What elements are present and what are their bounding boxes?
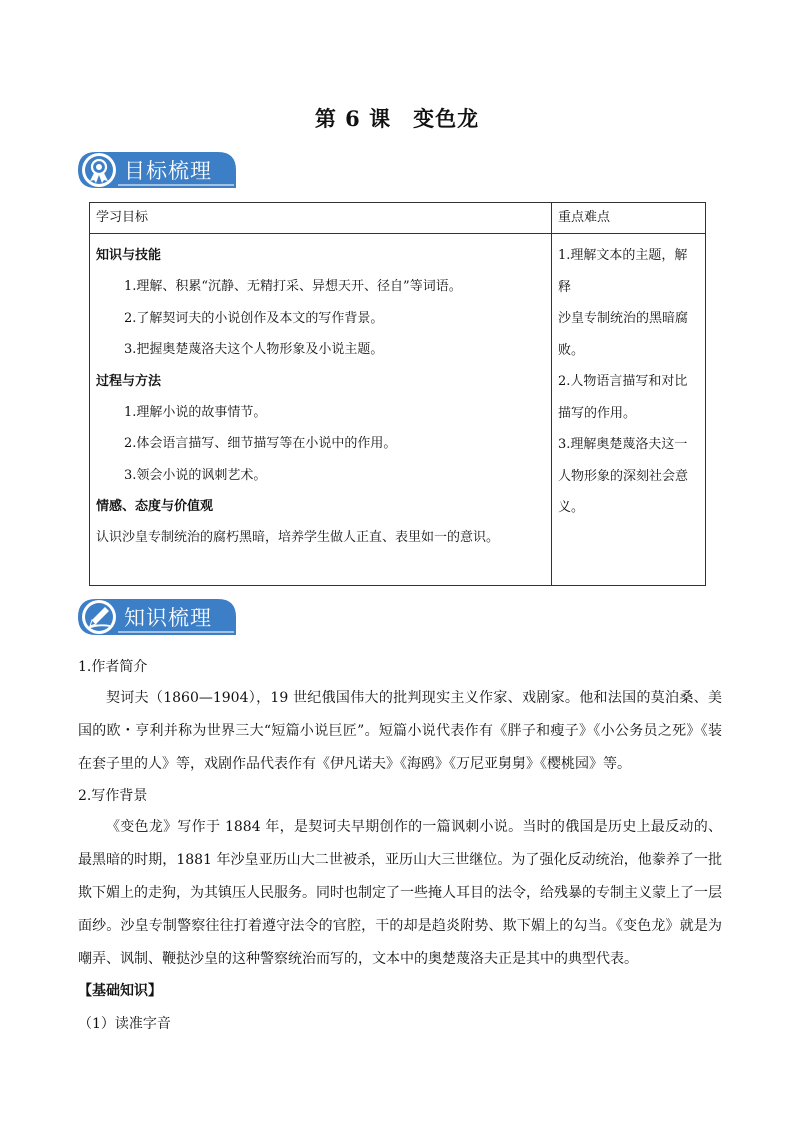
paragraph-background [78,811,722,976]
goals-cell [90,234,552,586]
goal-item: 3.领会小说的讽刺艺术。 [124,467,267,483]
paragraph-line: 里的人》等，戏剧作品代表作有《伊凡诺夫》《海鸥》《万尼亚舅舅》《樱桃园》等。 [120,756,631,772]
goal-item: 2.了解契诃夫的小说创作及本文的写作背景。 [124,310,384,326]
goals-table [89,202,706,586]
keypoints-column-header: 重点难点 [552,203,706,234]
keypoint-line: 义。 [558,500,585,515]
group-heading: 情感、态度与价值观 [96,499,214,514]
paragraph-line: 暗的时期，1881 年沙皇亚历山大二世被杀，亚历山大三世继位。为了强化反动统治，他豢养了一批欺下媚 [78,852,723,901]
keypoint-line: 描写的作用。 [558,405,637,421]
heading-author: 1.作者简介 [78,659,148,675]
keypoint-line: 1.理解文本的主题，解释 [558,248,688,295]
goal-item: 3.把握奥楚蔑洛夫这个人物形象及小说主题。 [124,342,384,357]
paragraph-line: 上的走狗，为其镇压人民服务。同时也制定了一些掩人耳目的法令，给残暴的专制主义蒙上了一层面纱。 [78,885,722,934]
goal-item: 2.体会语言描写、细节描写等在小说中的作用。 [124,436,397,451]
keypoint-line: 沙皇专制统治的黑暗腐 [558,311,689,326]
heading-background: 2.写作背景 [78,788,148,804]
heading-basic-knowledge: 【基础知识】 [78,983,162,999]
paragraph-line: 欧・亨利并称为世界三大“短篇小说巨匠”。短篇小说代表作有《胖子和瘦子》《小公务员之死》《装在套子 [78,723,723,772]
paragraph-line: 沙皇专制警察往往打着遵守法令的官腔，干的却是趋炎附势、欺下媚上的勾当。《变色龙》就是为嘲弄、讽 [78,918,722,967]
keypoint-line: 人物形象的深刻社会意 [558,468,689,484]
section-label: 知识梳理 [124,606,212,630]
goals-column-header: 学习目标 [90,203,552,234]
section-banner-knowledge [78,596,236,638]
goal-item: 认识沙皇专制统治的腐朽黑暗，培养学生做人正直、表里如一的意识。 [96,530,500,545]
section-label: 目标梳理 [124,159,212,183]
goal-item: 1.理解小说的故事情节。 [124,404,267,420]
section-banner-goals [78,149,236,191]
knowledge-content [78,652,722,1039]
paragraph-line: 制、鞭挞沙皇的这种警察统治而写的，文本中的奥楚蔑洛夫正是其中的典型代表。 [134,951,638,967]
heading-pronunciation: （1）读准字音 [78,1016,171,1032]
paragraph-author [78,682,722,781]
goal-item: 1.理解、积累“沉静、无精打采、异想天开、径自”等词语。 [124,279,462,294]
keypoints-cell [552,234,706,586]
paragraph-line: 契诃夫（1860—1904），19 世纪俄国伟大的批判现实主义作家、戏剧家。他和法国的莫泊桑、美国的 [78,690,722,739]
paragraph-line: 《变色龙》写作于 1884 年，是契诃夫早期创作的一篇讽刺小说。当时的俄国是历史上最反动的、最黑 [78,819,722,868]
pencil-icon [78,596,120,638]
group-heading: 过程与方法 [96,373,162,389]
ribbon-medal-icon [78,149,120,191]
keypoint-line: 败。 [558,342,585,358]
group-heading: 知识与技能 [96,248,162,263]
keypoint-line: 3.理解奥楚蔑洛夫这一 [558,437,688,452]
page-title: 第 6 课 变色龙 [314,106,480,131]
keypoint-line: 2.人物语言描写和对比 [558,374,688,389]
